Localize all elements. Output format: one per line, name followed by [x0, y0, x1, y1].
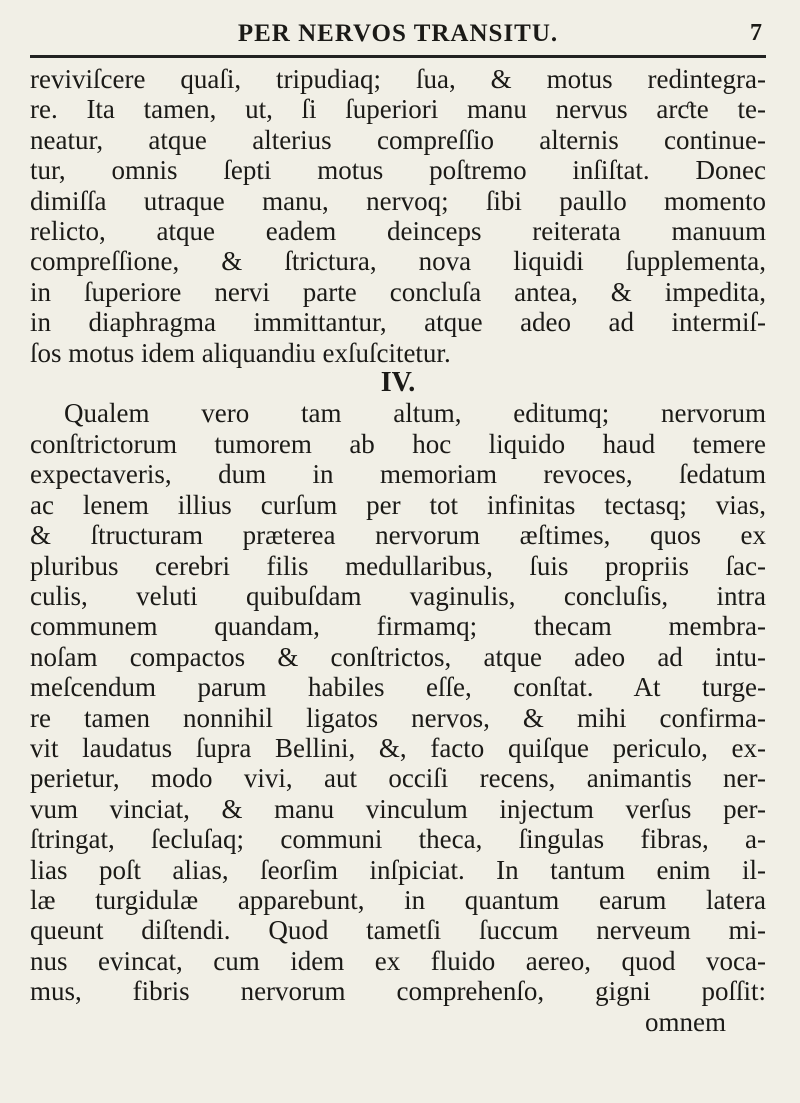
page-header — [30, 12, 766, 58]
text-line: culis, veluti quibuſdam vaginulis, concluſis, intra — [30, 580, 766, 611]
text-line: noſam compactos & conſtrictos, atque adeo ad intu- — [30, 641, 766, 672]
text-line: læ turgidulæ apparebunt, in quantum earum latera — [30, 884, 766, 915]
text-line: lias poſt alias, ſeorſim inſpiciat. In tantum enim il- — [30, 854, 766, 885]
text-line: expectaveris, dum in memoriam revoces, ſedatum — [30, 459, 766, 490]
text-line: & ſtructuram præterea nervorum æſtimes, quos ex — [30, 520, 766, 551]
text-line: vum vinciat, & manu vinculum injectum verſus per- — [30, 793, 766, 824]
page-mark: 7 — [750, 20, 762, 46]
text-line: mus, fibris nervorum comprehenſo, gigni poſſit: — [30, 976, 766, 1007]
text-line: communem quandam, firmamq; thecam membra- — [30, 611, 766, 642]
header-rule — [30, 55, 766, 58]
text-line: conſtrictorum tumorem ab hoc liquido haud temere — [30, 428, 766, 459]
text-line: re tamen nonnihil ligatos nervos, & mihi confirma- — [30, 702, 766, 733]
body-text — [30, 64, 766, 1037]
text-line: meſcendum parum habiles eſſe, conſtat. At turge- — [30, 672, 766, 703]
text-line: tur, omnis ſepti motus poſtremo inſiſtat. Donec — [30, 155, 766, 186]
text-line: relicto, atque eadem deinceps reiterata manuum — [30, 216, 766, 247]
text-line: ſos motus idem aliquandiu exſuſcitetur. — [30, 337, 451, 368]
catchword: omnem — [645, 1006, 726, 1037]
running-head: PER NERVOS TRANSITU. — [237, 20, 559, 47]
section-number: IV. — [380, 367, 416, 399]
text-line: neatur, atque alterius compreſſio alternis continue- — [30, 124, 766, 155]
text-line: queunt diſtendi. Quod tametſi ſuccum nerveum mi- — [30, 915, 766, 946]
text-line: ac lenem illius curſum per tot infinitas tectasq; vias, — [30, 489, 766, 520]
page — [0, 12, 800, 1103]
text-line: perietur, modo vivi, aut occiſi recens, animantis ner- — [30, 763, 766, 794]
text-line: dimiſſa utraque manu, nervoq; ſibi paullo momento — [30, 185, 766, 216]
text-line: pluribus cerebri filis medullaribus, ſuis propriis ſac- — [30, 550, 766, 581]
text-line: in ſuperiore nervi parte concluſa antea, & impedita, — [30, 276, 766, 307]
text-line: vit laudatus ſupra Bellini, &, facto quiſque periculo, ex- — [30, 732, 766, 763]
text-line: compreſſione, & ſtrictura, nova liquidi ſupplementa, — [30, 246, 766, 277]
text-line: in diaphragma immittantur, atque adeo ad intermiſ- — [30, 307, 766, 338]
text-line: ſtringat, ſecluſaq; communi theca, ſingulas fibras, a- — [30, 824, 766, 855]
text-line: nus evincat, cum idem ex fluido aereo, quod voca- — [30, 945, 766, 976]
text-line: reviviſcere quaſi, tripudiaq; ſua, & motus redintegra- — [30, 64, 766, 94]
text-line: Qualem vero tam altum, editumq; nervorum — [64, 398, 766, 429]
text-line: re. Ita tamen, ut, ſi ſuperiori manu nervus arƈte te- — [30, 94, 766, 125]
